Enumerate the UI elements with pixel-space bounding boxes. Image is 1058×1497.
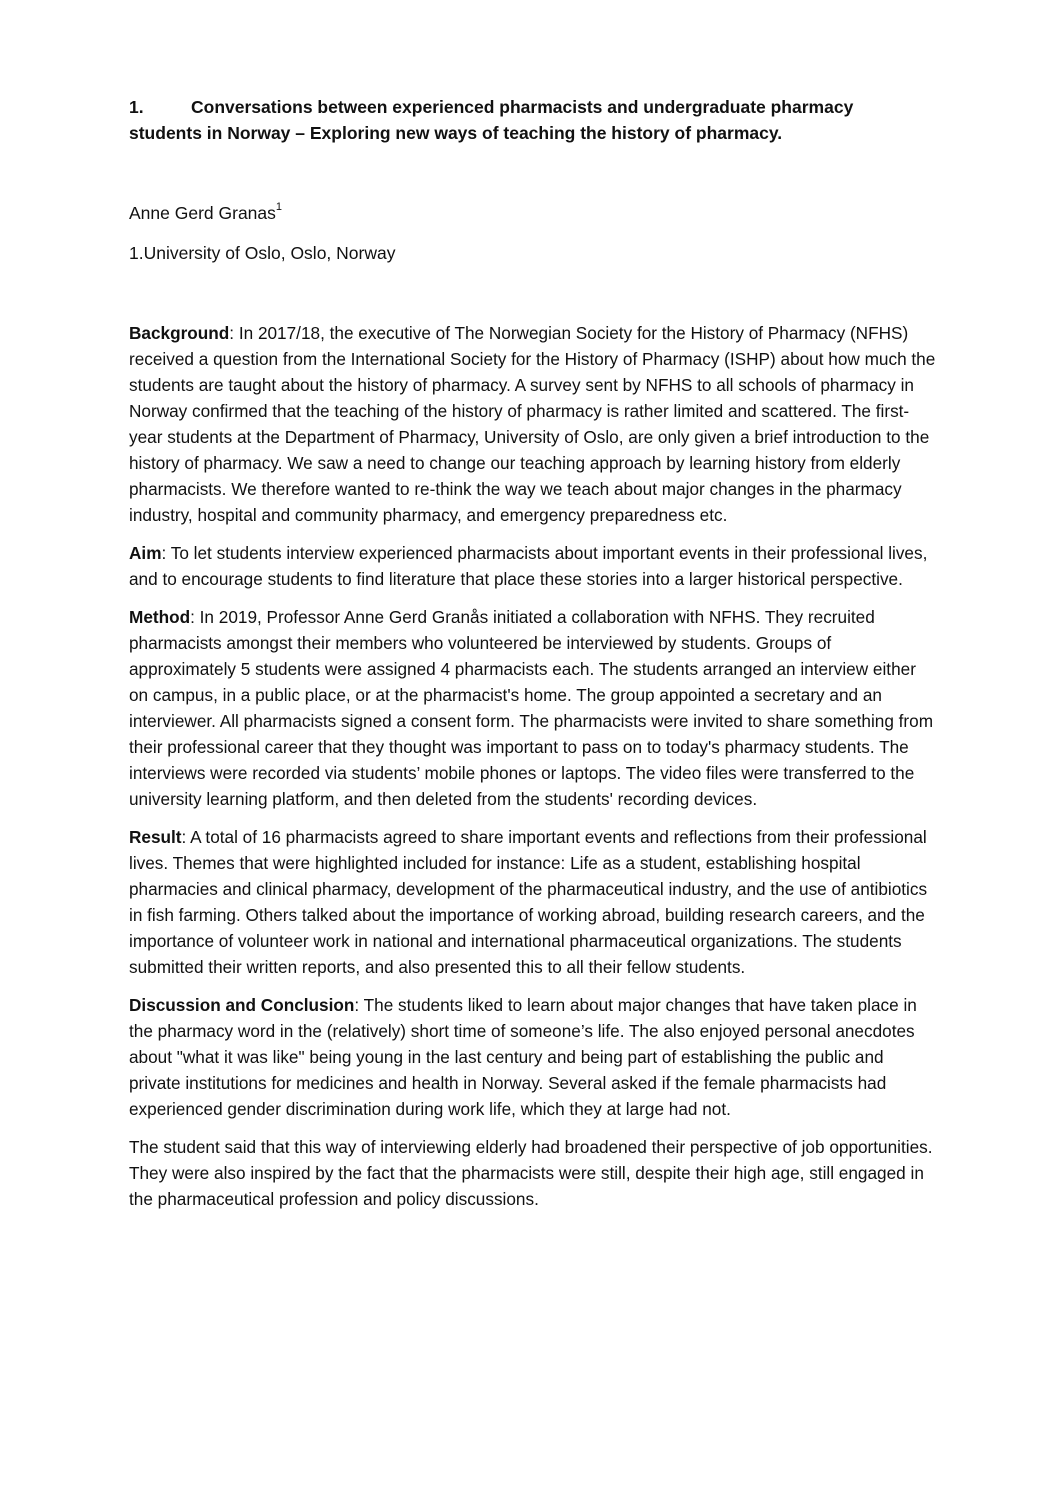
method-text: : In 2019, Professor Anne Gerd Granås initiated a collaboration with NFHS. They recruited pharmacists amongst their members who volunteered be interviewed by students. Groups of approximately 5 students were assigned 4 pharmacists each. The students arranged an interview either on campus, in a public place, or at the pharmacist's home. The group appointed a secretary and an interviewer. All pharmacists signed a consent form. The pharmacists were invited to share something from their professional career that they thought was important to pass on to today's pharmacy students. The interviews were recorded via students’ mobile phones or laptops. The video files were transferred to the university learning platform, and then deleted from the students' recording devices. bbox=[129, 607, 934, 809]
title-text: Conversations between experienced pharmacists and undergraduate pharmacy students in Norway – Exploring new ways of teaching the history of pharmacy. bbox=[129, 97, 854, 143]
result-label: Result bbox=[129, 827, 182, 847]
background-paragraph bbox=[129, 320, 939, 528]
document-title bbox=[129, 94, 929, 146]
result-text: : A total of 16 pharmacists agreed to share important events and reflections from their professional lives. Themes that were highlighted included for instance: Life as a student, establishing hospital pharmacies and clinical pharmacy, development of the pharmaceutical industry, and the use of antibiotics in fish farming. Others talked about the importance of working abroad, building research careers, and the importance of volunteer work in national and international pharmaceutical organizations. The students submitted their written reports, and also presented this to all their fellow students. bbox=[129, 827, 928, 977]
result-paragraph bbox=[129, 824, 939, 980]
method-label: Method bbox=[129, 607, 191, 627]
background-label: Background bbox=[129, 323, 230, 343]
closing-paragraph: The student said that this way of interviewing elderly had broadened their perspective of job opportunities. They were also inspired by the fact that the pharmacists were still, despite their high age, still engaged in the pharmaceutical profession and policy discussions. bbox=[129, 1137, 933, 1209]
author-name: Anne Gerd Granas bbox=[129, 203, 276, 223]
aim-paragraph bbox=[129, 540, 939, 592]
background-text: : In 2017/18, the executive of The Norwegian Society for the History of Pharmacy (NFHS) received a question from the International Society for the History of Pharmacy (ISHP) about how much the students are taught about the history of pharmacy. A survey sent by NFHS to all schools of pharmacy in Norway confirmed that the teaching of the history of pharmacy is rather limited and scattered. The first-year students at the Department of Pharmacy, University of Oslo, are only given a brief introduction to the history of pharmacy. We saw a need to change our teaching approach by learning history from elderly pharmacists. We therefore wanted to re-think the way we teach about major changes in the pharmacy industry, hospital and community pharmacy, and emergency preparedness etc. bbox=[129, 323, 936, 525]
discussion-label: Discussion and Conclusion bbox=[129, 995, 355, 1015]
author-superscript: 1 bbox=[275, 201, 283, 214]
abstract-body bbox=[129, 320, 939, 1224]
title-number: 1. bbox=[129, 97, 144, 117]
affiliation: 1.University of Oslo, Oslo, Norway bbox=[129, 243, 396, 263]
author-line bbox=[129, 200, 282, 226]
discussion-text: : The students liked to learn about major changes that have taken place in the pharmacy word in the (relatively) short time of someone’s life. The also enjoyed personal anecdotes about "what it was like" being young in the last century and being part of establishing the public and private institutions for medicines and health in Norway. Several asked if the female pharmacists had experienced gender discrimination during work life, which they at large had not. bbox=[129, 995, 917, 1119]
aim-label: Aim bbox=[129, 543, 162, 563]
method-paragraph bbox=[129, 604, 939, 812]
discussion-paragraph bbox=[129, 992, 939, 1122]
aim-text: : To let students interview experienced pharmacists about important events in their professional lives, and to encourage students to find literature that place these stories into a larger historical perspective. bbox=[129, 543, 928, 589]
